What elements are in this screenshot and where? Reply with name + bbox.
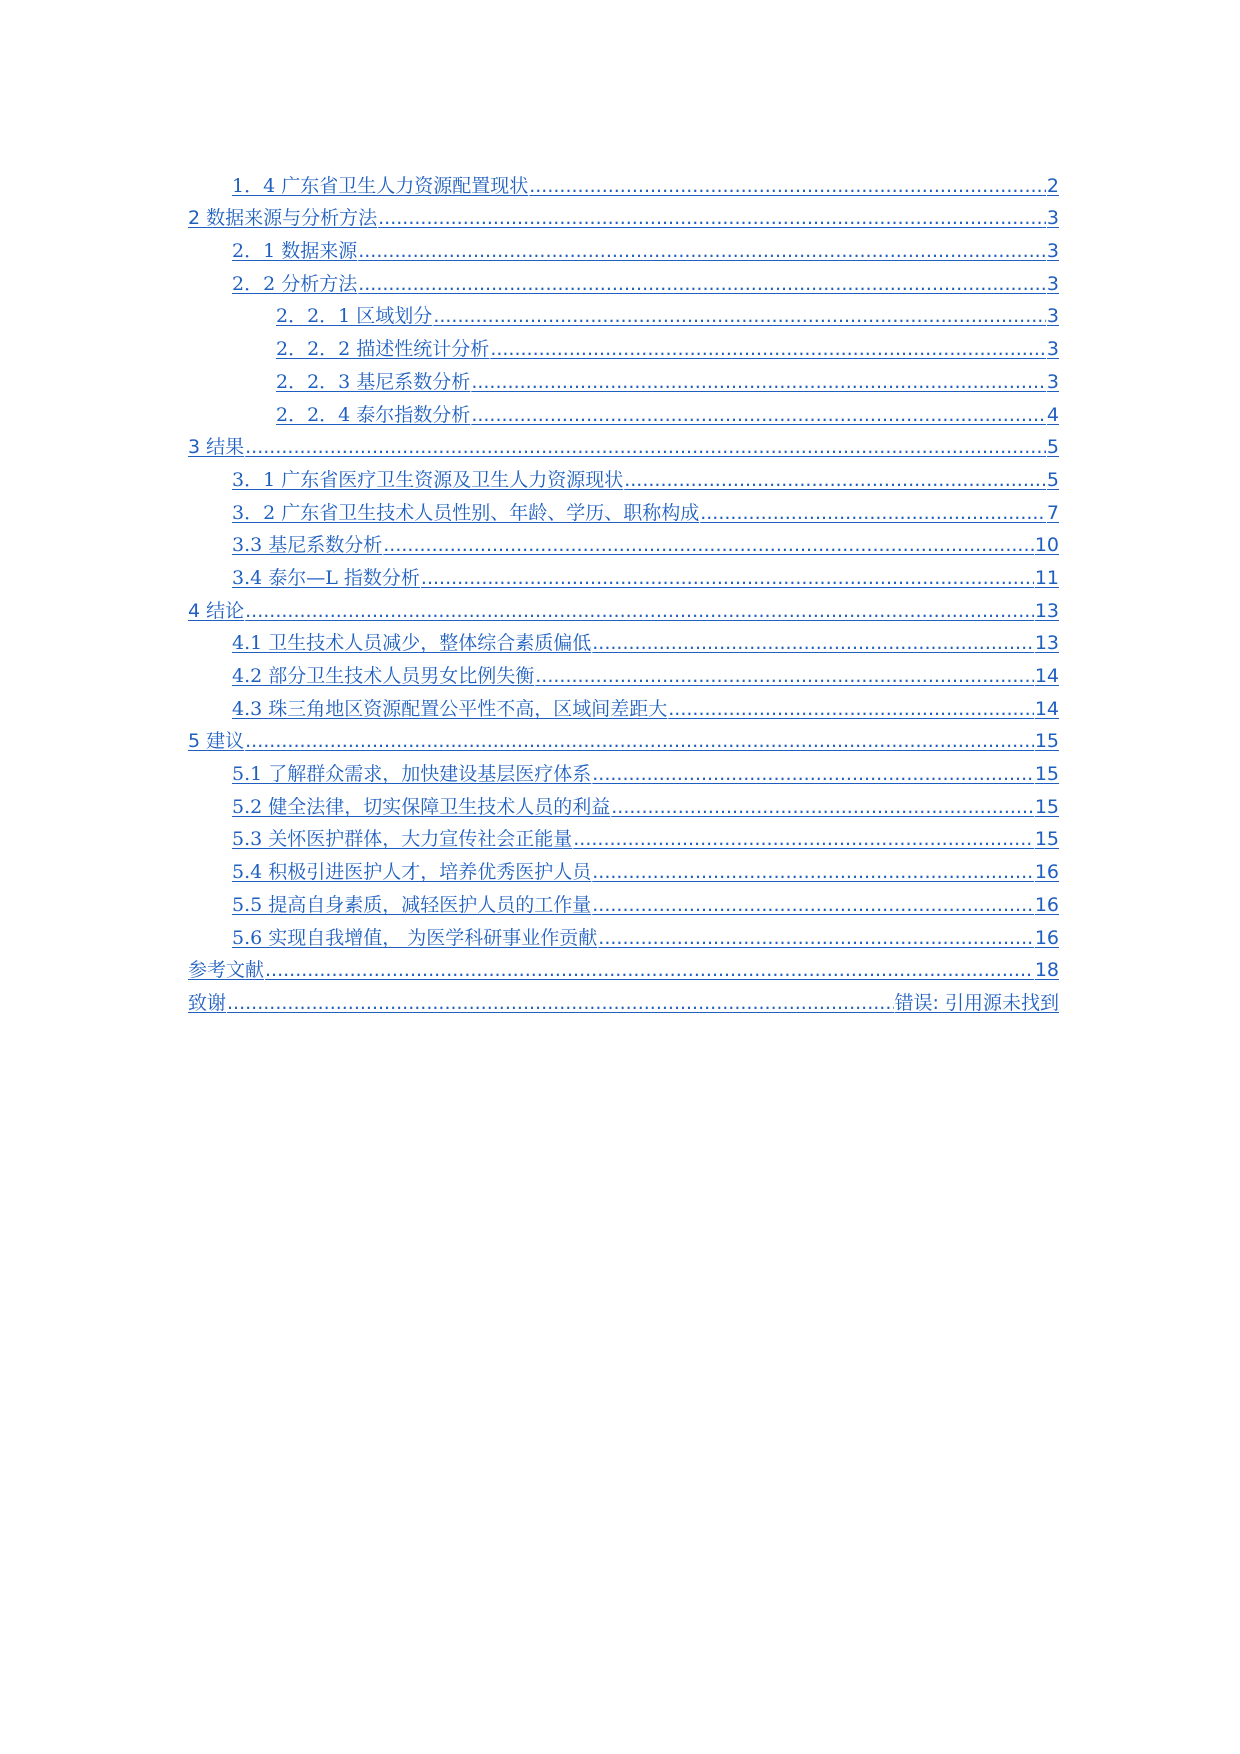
toc-dot-leader bbox=[611, 796, 1034, 818]
toc-dot-leader bbox=[592, 861, 1034, 883]
toc-dot-leader bbox=[378, 207, 1046, 229]
toc-entry-link[interactable] bbox=[188, 916, 1059, 949]
toc-dot-leader bbox=[265, 959, 1034, 981]
toc-entry-title: 2．2．2 描述性统计分析 bbox=[276, 338, 490, 361]
toc-dot-leader bbox=[433, 305, 1046, 327]
toc-entry-link[interactable] bbox=[188, 295, 1059, 328]
toc-entry-link[interactable] bbox=[188, 654, 1059, 687]
toc-dot-leader bbox=[668, 698, 1034, 720]
toc-entry-link[interactable] bbox=[188, 229, 1059, 262]
toc-entry-title: 5.6 实现自我增值， 为医学科研事业作贡献 bbox=[232, 926, 598, 949]
toc-page-number: 16 bbox=[1034, 861, 1059, 884]
toc-page-number: 10 bbox=[1034, 534, 1059, 557]
toc-entry-title: 3.4 泰尔—L 指数分析 bbox=[232, 566, 420, 589]
table-of-contents bbox=[188, 164, 1059, 1014]
toc-page-number: 3 bbox=[1046, 370, 1059, 393]
toc-page-number: 11 bbox=[1034, 566, 1059, 589]
toc-entry-link[interactable] bbox=[188, 687, 1059, 720]
toc-entry-title: 2．2．1 区域划分 bbox=[276, 305, 433, 328]
toc-entry-link[interactable] bbox=[188, 360, 1059, 393]
toc-dot-leader bbox=[529, 175, 1046, 197]
toc-dot-leader bbox=[592, 894, 1034, 916]
toc-dot-leader bbox=[358, 240, 1046, 262]
toc-page-number: 错误: 引用源未找到 bbox=[894, 991, 1059, 1014]
toc-dot-leader bbox=[245, 730, 1034, 752]
toc-entry-title: 4.2 部分卫生技术人员男女比例失衡 bbox=[232, 665, 535, 687]
toc-entry-link[interactable] bbox=[188, 458, 1059, 491]
toc-entry-link[interactable] bbox=[188, 197, 1059, 230]
toc-entry-title: 2 数据来源与分析方法 bbox=[188, 207, 378, 230]
toc-entry-link[interactable] bbox=[188, 850, 1059, 883]
toc-entry-title: 3．1 广东省医疗卫生资源及卫生人力资源现状 bbox=[232, 468, 624, 491]
toc-entry-title: 5.3 关怀医护群体，大力宣传社会正能量 bbox=[232, 828, 573, 851]
toc-page-number: 3 bbox=[1046, 338, 1059, 361]
toc-entry-link[interactable] bbox=[188, 524, 1059, 557]
toc-entry-link[interactable] bbox=[188, 981, 1059, 1014]
toc-dot-leader bbox=[227, 992, 894, 1014]
toc-dot-leader bbox=[358, 273, 1046, 295]
toc-page-number: 5 bbox=[1046, 436, 1059, 459]
toc-entry-title: 5.5 提高自身素质，减轻医护人员的工作量 bbox=[232, 893, 592, 916]
toc-entry-link[interactable] bbox=[188, 883, 1059, 916]
toc-entry-link[interactable] bbox=[188, 622, 1059, 655]
toc-page-number: 15 bbox=[1034, 763, 1059, 786]
toc-entry-title: 3．2 广东省卫生技术人员性别、年龄、学历、职称构成 bbox=[232, 501, 700, 524]
toc-page-number: 14 bbox=[1034, 665, 1059, 687]
toc-dot-leader bbox=[245, 436, 1046, 458]
toc-entry-link[interactable] bbox=[188, 752, 1059, 785]
toc-dot-leader bbox=[471, 404, 1046, 426]
toc-entry-link[interactable] bbox=[188, 720, 1059, 753]
toc-dot-leader bbox=[592, 632, 1034, 654]
toc-entry-title: 4.1 卫生技术人员减少，整体综合素质偏低 bbox=[232, 632, 592, 655]
toc-dot-leader bbox=[624, 469, 1046, 491]
toc-dot-leader bbox=[592, 763, 1034, 785]
toc-entry-title: 3 结果 bbox=[188, 436, 245, 459]
toc-page-number: 15 bbox=[1034, 730, 1059, 753]
toc-entry-link[interactable] bbox=[188, 426, 1059, 459]
toc-page-number: 7 bbox=[1046, 501, 1059, 524]
toc-entry-title: 3.3 基尼系数分析 bbox=[232, 534, 383, 557]
toc-page-number: 3 bbox=[1046, 240, 1059, 263]
toc-page-number: 3 bbox=[1046, 207, 1059, 230]
toc-entry-title: 2．2．4 泰尔指数分析 bbox=[276, 403, 471, 426]
toc-entry-link[interactable] bbox=[188, 393, 1059, 426]
toc-entry-title: 2．2 分析方法 bbox=[232, 272, 358, 295]
toc-page-number: 3 bbox=[1046, 305, 1059, 328]
toc-dot-leader bbox=[700, 502, 1046, 524]
toc-entry-title: 参考文献 bbox=[188, 959, 265, 982]
toc-page-number: 15 bbox=[1034, 828, 1059, 851]
toc-entry-link[interactable] bbox=[188, 262, 1059, 295]
toc-entry-link[interactable] bbox=[188, 164, 1059, 197]
toc-page-number: 13 bbox=[1034, 632, 1059, 655]
toc-entry-link[interactable] bbox=[188, 785, 1059, 818]
toc-entry-link[interactable] bbox=[188, 491, 1059, 524]
toc-page-number: 4 bbox=[1046, 403, 1059, 426]
toc-entry-title: 5.2 健全法律，切实保障卫生技术人员的利益 bbox=[232, 795, 611, 818]
toc-entry-link[interactable] bbox=[188, 327, 1059, 360]
toc-page-number: 5 bbox=[1046, 468, 1059, 491]
toc-page-number: 3 bbox=[1046, 272, 1059, 295]
toc-dot-leader bbox=[383, 534, 1034, 556]
toc-dot-leader bbox=[245, 600, 1034, 622]
toc-dot-leader bbox=[573, 828, 1034, 850]
toc-dot-leader bbox=[471, 371, 1046, 393]
toc-page-number: 2 bbox=[1046, 174, 1059, 197]
toc-entry-title: 2．1 数据来源 bbox=[232, 240, 358, 263]
toc-dot-leader bbox=[490, 338, 1046, 360]
toc-entry-link[interactable] bbox=[188, 949, 1059, 982]
toc-entry-title: 致谢 bbox=[188, 991, 227, 1014]
toc-entry-link[interactable] bbox=[188, 589, 1059, 622]
toc-entry-title: 4 结论 bbox=[188, 599, 245, 622]
toc-page-number: 15 bbox=[1034, 795, 1059, 818]
toc-entry-title: 4.3 珠三角地区资源配置公平性不高，区域间差距大 bbox=[232, 697, 668, 720]
toc-dot-leader bbox=[421, 567, 1034, 589]
toc-entry-title: 2．2．3 基尼系数分析 bbox=[276, 370, 471, 393]
toc-dot-leader bbox=[535, 665, 1034, 687]
toc-entry-link[interactable] bbox=[188, 818, 1059, 851]
toc-page-number: 14 bbox=[1034, 697, 1059, 720]
toc-entry-title: 5.1 了解群众需求，加快建设基层医疗体系 bbox=[232, 763, 592, 786]
toc-entry-title: 5 建议 bbox=[188, 730, 245, 753]
toc-dot-leader bbox=[598, 927, 1034, 949]
toc-page-number: 13 bbox=[1034, 599, 1059, 622]
toc-page-number: 18 bbox=[1034, 959, 1059, 982]
toc-entry-link[interactable] bbox=[188, 556, 1059, 589]
toc-entry-title: 5.4 积极引进医护人才，培养优秀医护人员 bbox=[232, 861, 592, 884]
toc-page-number: 16 bbox=[1034, 926, 1059, 949]
toc-page-number: 16 bbox=[1034, 893, 1059, 916]
toc-entry-title: 1．4 广东省卫生人力资源配置现状 bbox=[232, 174, 529, 197]
